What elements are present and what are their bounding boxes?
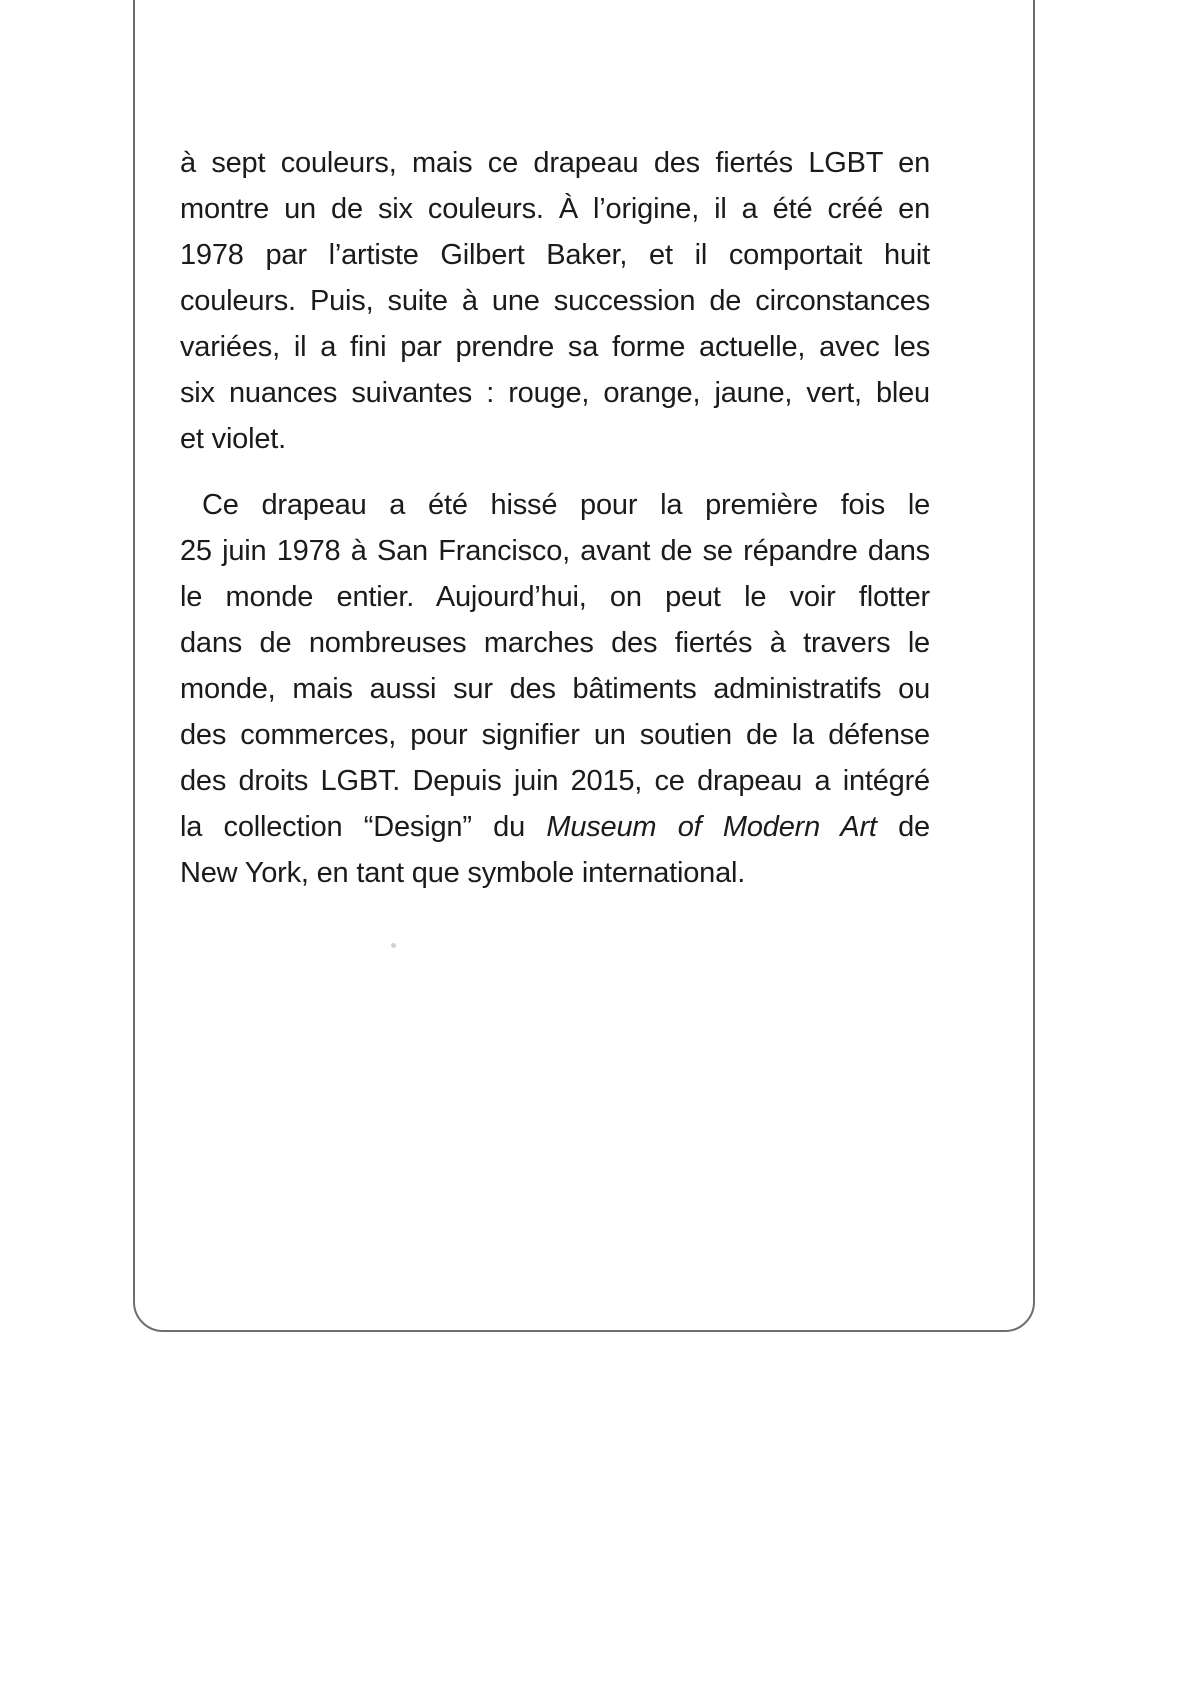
print-artifact-speck xyxy=(391,943,396,948)
paragraph-flag-history xyxy=(180,482,930,896)
text-line: New York, en tant que symbole international. xyxy=(180,857,746,889)
text-line: monde, mais aussi sur des bâtiments administratifs ou xyxy=(180,673,930,705)
text-line: à sept couleurs, mais ce drapeau des fiertés LGBT en xyxy=(180,147,930,179)
italic-title-segment: Museum of Modern Art xyxy=(546,811,877,843)
text-segment: de xyxy=(876,811,930,843)
text-column xyxy=(180,140,930,896)
text-line: 25 juin 1978 à San Francisco, avant de se répandre dans xyxy=(180,535,930,567)
text-line: six nuances suivantes : rouge, orange, jaune, vert, bleu xyxy=(180,377,930,409)
text-line: variées, il a fini par prendre sa forme actuelle, avec les xyxy=(180,331,930,363)
text-line: et violet. xyxy=(180,423,286,455)
text-line: le monde entier. Aujourd’hui, on peut le voir flotter xyxy=(180,581,930,613)
text-line: des droits LGBT. Depuis juin 2015, ce drapeau a intégré xyxy=(180,765,930,797)
text-line: montre un de six couleurs. À l’origine, il a été créé en xyxy=(180,193,930,225)
text-line: dans de nombreuses marches des fiertés à travers le xyxy=(180,627,930,659)
text-line-with-italic xyxy=(180,804,930,850)
text-line: 1978 par l’artiste Gilbert Baker, et il comportait huit xyxy=(180,239,930,271)
page-border-frame xyxy=(133,0,1035,1332)
paragraph-flag-colors xyxy=(180,140,930,462)
text-segment: la collection “Design” du xyxy=(180,811,547,843)
text-line: couleurs. Puis, suite à une succession de circonstances xyxy=(180,285,930,317)
text-line: Ce drapeau a été hissé pour la première fois le xyxy=(202,489,930,521)
text-line: des commerces, pour signifier un soutien de la défense xyxy=(180,719,930,751)
